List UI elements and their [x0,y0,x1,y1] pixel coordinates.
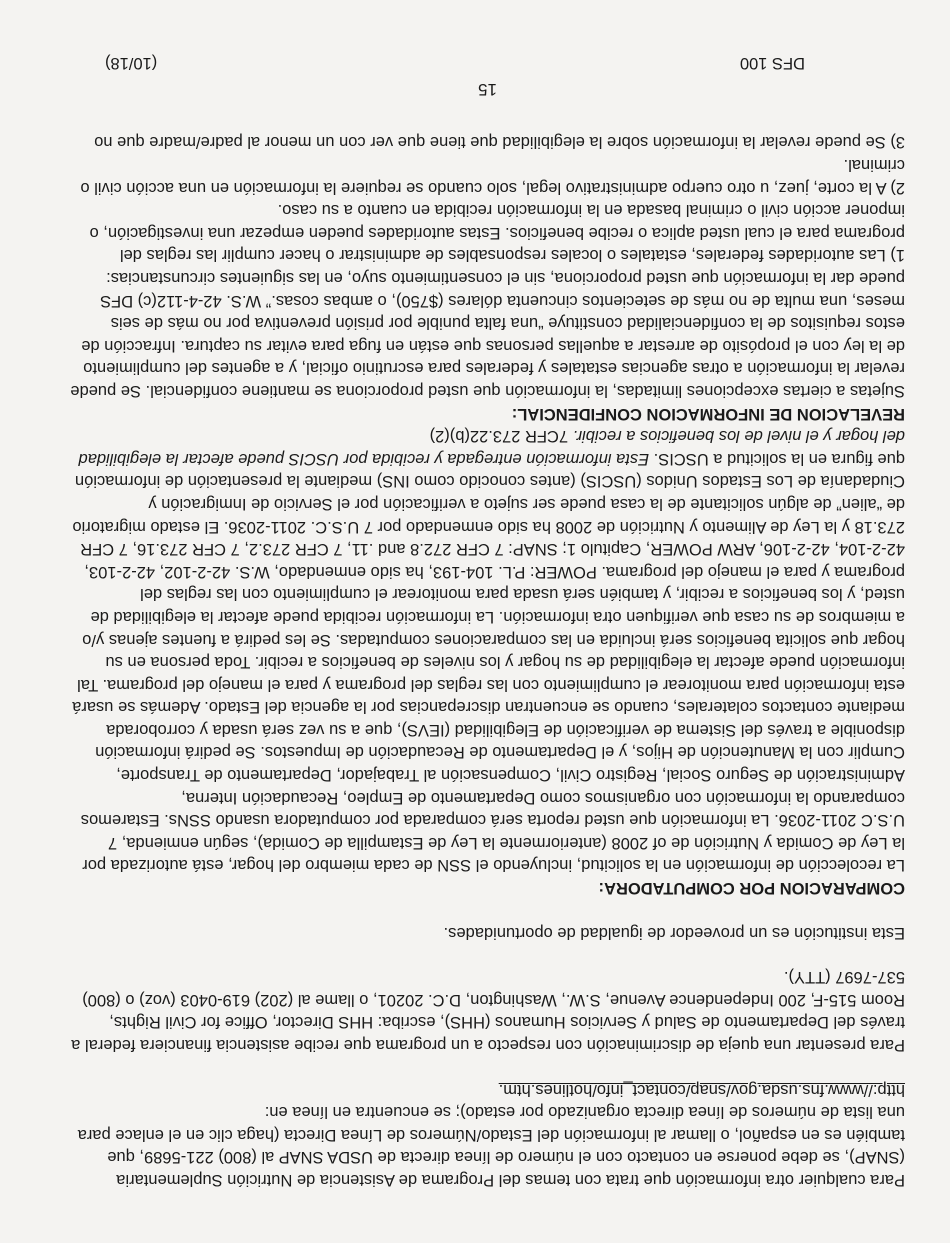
computer-matching-heading: COMPARACION POR COMPUTADORA: [598,879,905,898]
complaint-paragraph: Para presentar una queja de discriminación con respecto a un programa que recibe asistencia financiera federal a través del Departamento de Salud y Servicios Humanos (HHS), escriba: HHS Director, Office for Civil Rights, Room 515-F, 200 Independence Avenue, S.W., Washington, D.C. 20201, o llame al (202) 619-0403 (voz) o (800) 537-7697 (TTY). [71,968,905,1055]
form-id: DFS 100 [739,54,805,72]
disclosure-item-2: 2) A la corte, juez, u otro cuerpo administrativo legal, solo cuando se requiere la información en una acción civil o criminal. [80,156,905,197]
uscis-italic-note: Esta información entregada y recibida por USCIS puede afectar la elegibilidad del hogar y el nivel de los beneficios a recibir. [78,427,905,468]
disclosure-item-3: 3) Se puede revelar la información sobre la elegibilidad que tiene que ver con un menor al padre/madre que no [94,133,905,152]
regulation-citation: 7CFR 273.22(b)(2) [429,427,569,446]
computer-matching-body [70,425,905,877]
computer-matching-section [70,131,905,899]
contact-paragraph: Para cualquier otra información que trata con temas del Programa de Asistencia de Nutrición Suplementaria (SNAP), se debe ponerse en contacto con el número de línea directa de USDA SNAP al (800) 221-5689, que también es en español, o llamar al información del Estado/Números de Línea Directa (haga clic en el enlace para una lista de números de línea directa organizado por estado); se encuentra en línea en: [77,1103,905,1189]
hotline-link[interactable]: http://www.fns.usda.gov/snap/contact_info/hotlines.htm. [498,1080,905,1099]
contact-section [70,1078,905,1191]
revision-date: (10/18) [105,54,158,72]
equal-opportunity-section [70,921,905,944]
computer-matching-body-text: La recolección de información en la solicitud, incluyendo el SSN de cada miembro del hogar, está autorizada por la Ley de Comida y Nutrición de of 2008 (anteriormente la Ley de Estampilla de Comida), según enmienda, 7 U.S.C 2011-2036. La información que usted reporta será comparada por computadora usando SSNs. Estaremos comparando la información con organismos como Departamento de Empleo, Recaudación Interna, Administración de Seguro Social, Registro Civil, Compensación al Trabajador, Departamento de Transporte, Cumplir con la Manutención de Hijos, y el Departamento de Recaudación de Impuestos. Se pedirá información disponible a través del Sistema de verificación de Elegibilidad (IEVS), que a su vez será usada y corroborada mediante contactos colaterales, cuando se encuentran discrepancias por la agencia del Estado. Además se usará esta información para monitorear el cumplimiento con las reglas del programa y para el manejo del programa. Tal información puede afectar la elegibilidad de su hogar y los niveles de beneficios a recibir. Toda persona en su hogar que solicita beneficios será incluida en las comparaciones computadas. Se les pedirá a fuentes ajenas y/o a miembros de su casa que verifiquen otra información. La información recibida puede afectar la elegibilidad de usted, y los beneficios a recibir, y también será usada para monitorear el cumplimiento con las reglas del programa y para el manejo del programa. POWER: P.L. 104-193, ha sido enmendado, W.S. 42-2-102, 42-2-103, 42-2-104, 42-2-106, ARW POWER, Capitulo 1; SNAP: 7 CFR 272.8 and .11, 7 CFR 273.2, 7 CFR 273.16, 7 CFR 273.18 y la Ley de Alimento y Nutrición de 2008 ha sido enmendado por 7 U.S.C. 2011-2036. El estado migratorio de “alien” de algún solicitante de la casa puede ser sujeto a verificación por el Servicio de Inmigración y Ciudadanía de Los Estados Unidos (USCIS) (antes conocido como INS) mediante la presentación de información que figura en la solicitud a USCIS. [72,449,905,875]
complaint-section [70,966,905,1056]
disclosure-item-1: 1) Las autoridades federales, estatales o locales responsables de administrar o hacer cumplir las reglas del programa para el cual usted aplica o recibe beneficios. Estas autoridades pueden empezar una investigación, o imponer acción civil o criminal basada en la información recibida en cuanto a su caso. [89,201,905,265]
page-footer [70,40,905,100]
page-number: 15 [478,80,497,99]
equal-opportunity-statement: Esta institución es un proveedor de igualdad de oportunidades. [443,923,905,942]
disclosure-heading: REVELACION DE INFORMACION CONFIDENCIAL: [511,404,905,423]
disclosure-body: Sujetas a ciertas excepciones limitadas, la información que usted proporciona se mantiene confidencial. Se puede revelar la información a otras agencias estatales y federales para escrutinio oficial, y a agentes del cumplimiento de la ley con el propósito de arrestar a aquellas personas que están en fuga para evitar su captura. Infracción de estos requisitos de la confidencialidad constituye “una falta punible por prisión preventiva por no más de seis meses, una multa de no más de setecientos cincuenta dólares ($750), o ambas cosas.” W.S. 42-4-112(c) DFS puede dar la información que usted proporciona, sin el consentimiento suyo, en las siguientes circunstancias: [70,269,905,400]
